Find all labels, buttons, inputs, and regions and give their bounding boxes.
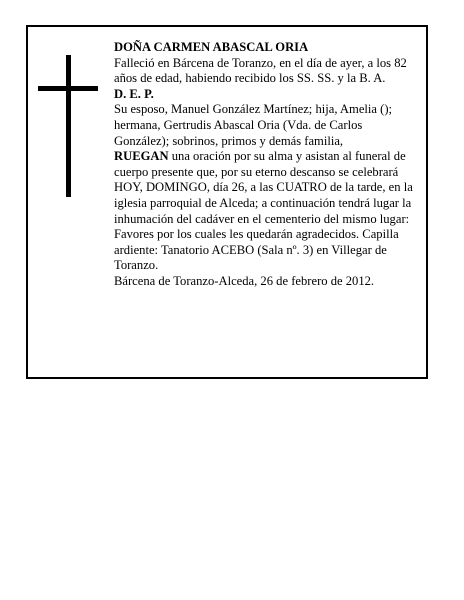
deceased-name: DOÑA CARMEN ABASCAL ORIA bbox=[114, 40, 309, 54]
obituary-notice bbox=[26, 25, 428, 379]
death-statement: Falleció en Bárcena de Toranzo, en el día de ayer, a los 82 años de edad, habiendo recibido los SS. SS. y la B. A. bbox=[114, 55, 407, 86]
cross-horizontal-bar bbox=[38, 86, 98, 91]
rip-line: D. E. P. bbox=[114, 86, 154, 101]
place-date: Bárcena de Toranzo-Alceda, 26 de febrero de 2012. bbox=[114, 273, 375, 288]
notice-body bbox=[114, 40, 419, 290]
request-text: una oración por su alma y asistan al funeral de cuerpo presente que, por su eterno descanso se celebrará HOY, DOMINGO, día 26, a las CUATRO de la tarde, en la iglesia parroquial de Alceda; a continuación tendrá lugar la inhumación del cadáver en el cementerio del mismo lugar: Favores por los cuales les quedarán agradecidos. Capilla ardiente: Tanatorio ACEBO (Sala nº. 3) en Villegar de Toranzo. bbox=[114, 149, 413, 273]
request-word: RUEGAN bbox=[114, 149, 169, 164]
family-list: Su esposo, Manuel González Martínez; hija, Amelia (); hermana, Gertrudis Abascal Oria (Vda. de Carlos González); sobrinos, primos y demás familia, bbox=[114, 102, 393, 148]
funeral-request bbox=[114, 149, 419, 274]
cross-vertical-bar bbox=[66, 55, 71, 197]
